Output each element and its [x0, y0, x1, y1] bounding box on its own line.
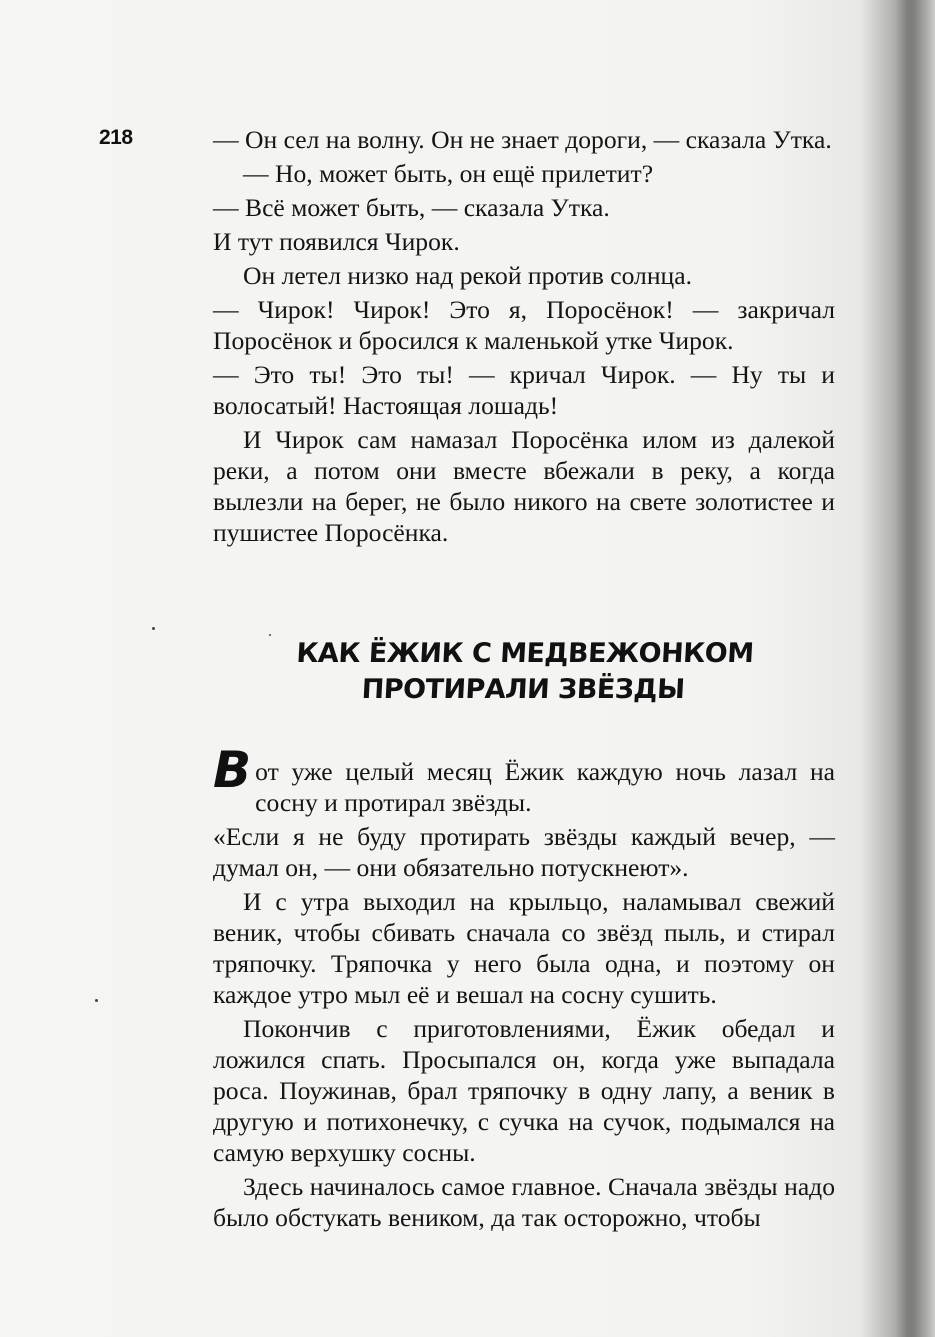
chapter-title-line: КАК ЁЖИК С МЕДВЕЖОНКОМ [295, 638, 755, 669]
binding-shadow [895, 0, 935, 1337]
paragraph: Он летел низко над рекой против солнца. [243, 261, 692, 290]
paragraph: Покончив с приготовлениями, Ёжик обедал и ложился спать. Просыпался он, когда уже выпадала роса. Поужинав, брал тряпочку в одну лапу, а веник в другую и потихонечку, с сучка на сучок, подымался на самую верхушку сосны. [213, 1014, 835, 1167]
paragraph: И с утра выходил на крыльцо, наламывал свежий веник, чтобы сбивать сначала со звёзд пыль, и стирал тряпочку. Тряпочка у него была одна, и поэтому он каждое утро мыл её и вешал на сосну сушить. [213, 887, 835, 1009]
paragraph: — Всё может быть, — сказала Утка. [213, 193, 610, 222]
page-number: 218 [99, 126, 133, 149]
chapter-title [211, 636, 837, 708]
print-speck [152, 627, 155, 630]
print-speck [95, 999, 98, 1002]
paragraph: «Если я не буду протирать звёзды каждый вечер, — думал он, — они обязательно потускнеют». [213, 822, 835, 882]
paragraph: И Чирок сам намазал Поросёнка илом из далекой реки, а потом они вместе вбежали в реку, а когда вылезли на берег, не было никого на свете золотистее и пушистее Поросёнка. [213, 425, 835, 547]
first-paragraph [213, 741, 835, 818]
chapter-title-line: ПРОТИРАЛИ ЗВЁЗДЫ [360, 674, 686, 705]
paragraph: — Он сел на волну. Он не знает дороги, — сказала Утка. [213, 125, 832, 154]
first-paragraph-text: от уже целый месяц Ёжик каждую ночь лазал на сосну и протирал звёзды. [255, 757, 835, 817]
drop-cap: В [213, 741, 252, 799]
paragraph: — Это ты! Это ты! — кричал Чирок. — Ну ты и волосатый! Настоящая лошадь! [213, 360, 835, 420]
paragraph: Здесь начиналось самое главное. Сначала звёзды надо было обстукать веником, да так осторожно, чтобы [213, 1172, 835, 1232]
chapter-text [213, 741, 835, 1236]
paragraph: И тут появился Чирок. [213, 227, 460, 256]
paragraph: — Но, может быть, он ещё прилетит? [243, 159, 654, 188]
paragraph: — Чирок! Чирок! Это я, Поросёнок! — закричал Поросёнок и бросился к маленькой утке Чирок. [213, 295, 835, 355]
story-ending-text [213, 124, 835, 551]
